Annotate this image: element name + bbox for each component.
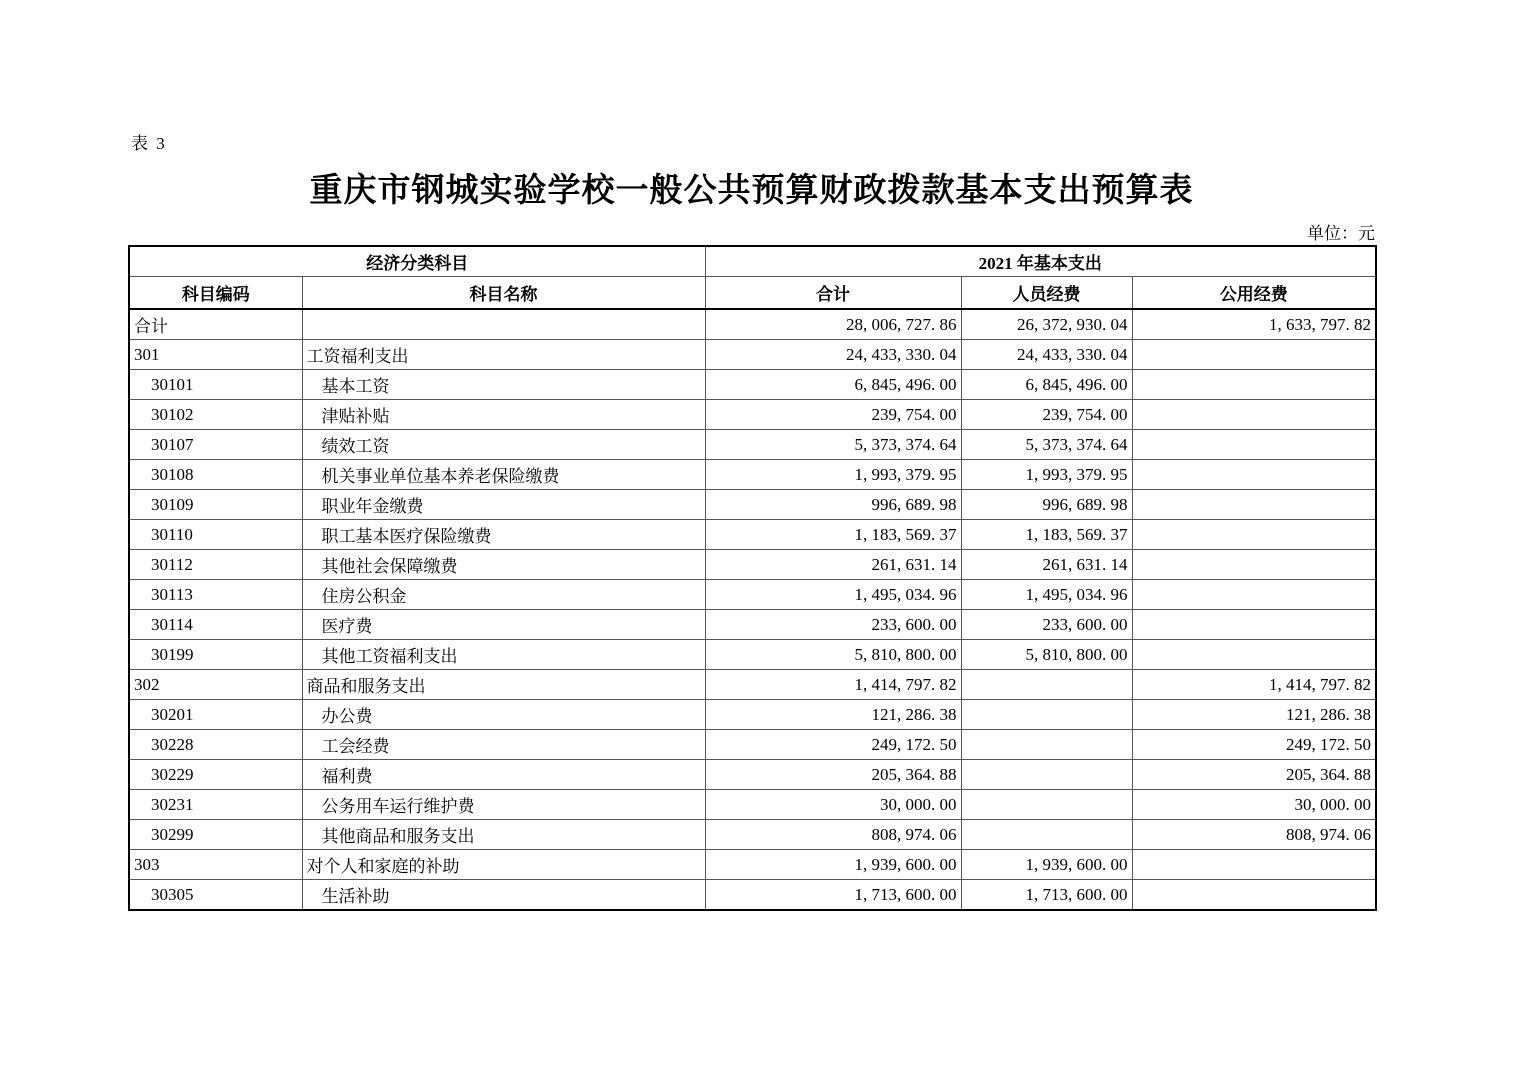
table-row [129, 880, 1376, 911]
header-2021-basic-expenditure: 2021 年基本支出 [705, 246, 1376, 277]
cell-public-expense: 808, 974. 06 [1132, 820, 1376, 850]
col-header-subject-name: 科目名称 [302, 277, 705, 310]
cell-subject-name [302, 309, 705, 340]
table-row [129, 730, 1376, 760]
cell-subject-code: 30305 [129, 880, 302, 911]
cell-subject-code: 合计 [129, 309, 302, 340]
cell-subject-name: 机关事业单位基本养老保险缴费 [302, 460, 705, 490]
cell-subject-name: 职业年金缴费 [302, 490, 705, 520]
table-row [129, 370, 1376, 400]
cell-subject-name: 津贴补贴 [302, 400, 705, 430]
table-row [129, 790, 1376, 820]
table-row [129, 760, 1376, 790]
cell-subject-name: 职工基本医疗保险缴费 [302, 520, 705, 550]
table-row [129, 460, 1376, 490]
table-row [129, 520, 1376, 550]
cell-personnel-expense: 1, 495, 034. 96 [961, 580, 1132, 610]
table-row [129, 850, 1376, 880]
table-row [129, 430, 1376, 460]
table-row [129, 670, 1376, 700]
cell-personnel-expense: 233, 600. 00 [961, 610, 1132, 640]
cell-subject-code: 30107 [129, 430, 302, 460]
cell-subject-name: 住房公积金 [302, 580, 705, 610]
cell-subject-code: 30113 [129, 580, 302, 610]
col-header-public-expense: 公用经费 [1132, 277, 1376, 310]
cell-subject-name: 福利费 [302, 760, 705, 790]
page-title: 重庆市钢城实验学校一般公共预算财政拨款基本支出预算表 [309, 173, 1194, 209]
cell-total-amount: 28, 006, 727. 86 [705, 309, 961, 340]
cell-public-expense [1132, 460, 1376, 490]
cell-personnel-expense: 239, 754. 00 [961, 400, 1132, 430]
cell-public-expense: 1, 414, 797. 82 [1132, 670, 1376, 700]
cell-personnel-expense [961, 700, 1132, 730]
cell-subject-name: 基本工资 [302, 370, 705, 400]
cell-personnel-expense [961, 820, 1132, 850]
cell-public-expense [1132, 490, 1376, 520]
table-row [129, 550, 1376, 580]
table-row [129, 700, 1376, 730]
cell-subject-code: 30201 [129, 700, 302, 730]
header-economic-classification: 经济分类科目 [129, 246, 705, 277]
cell-public-expense [1132, 430, 1376, 460]
cell-public-expense [1132, 580, 1376, 610]
cell-public-expense [1132, 550, 1376, 580]
cell-subject-code: 301 [129, 340, 302, 370]
cell-public-expense [1132, 880, 1376, 911]
table-row [129, 400, 1376, 430]
cell-personnel-expense [961, 760, 1132, 790]
cell-public-expense [1132, 400, 1376, 430]
cell-subject-code: 30199 [129, 640, 302, 670]
cell-subject-code: 30112 [129, 550, 302, 580]
table-number-label: 表 3 [131, 134, 167, 153]
cell-subject-name: 对个人和家庭的补助 [302, 850, 705, 880]
cell-public-expense: 205, 364. 88 [1132, 760, 1376, 790]
cell-personnel-expense: 5, 373, 374. 64 [961, 430, 1132, 460]
cell-subject-code: 30231 [129, 790, 302, 820]
cell-public-expense: 249, 172. 50 [1132, 730, 1376, 760]
cell-total-amount: 30, 000. 00 [705, 790, 961, 820]
cell-subject-code: 30108 [129, 460, 302, 490]
cell-public-expense: 1, 633, 797. 82 [1132, 309, 1376, 340]
cell-subject-code: 30114 [129, 610, 302, 640]
header-columns-row [129, 277, 1376, 310]
cell-total-amount: 1, 713, 600. 00 [705, 880, 961, 911]
cell-total-amount: 1, 495, 034. 96 [705, 580, 961, 610]
cell-total-amount: 808, 974. 06 [705, 820, 961, 850]
cell-subject-code: 30299 [129, 820, 302, 850]
cell-subject-name: 其他工资福利支出 [302, 640, 705, 670]
cell-total-amount: 5, 810, 800. 00 [705, 640, 961, 670]
cell-total-amount: 233, 600. 00 [705, 610, 961, 640]
cell-public-expense [1132, 520, 1376, 550]
table-row [129, 580, 1376, 610]
cell-total-amount: 1, 414, 797. 82 [705, 670, 961, 700]
cell-subject-code: 30229 [129, 760, 302, 790]
table-row [129, 820, 1376, 850]
cell-total-amount: 205, 364. 88 [705, 760, 961, 790]
cell-public-expense [1132, 850, 1376, 880]
cell-subject-name: 工资福利支出 [302, 340, 705, 370]
cell-subject-name: 公务用车运行维护费 [302, 790, 705, 820]
cell-public-expense [1132, 340, 1376, 370]
cell-public-expense [1132, 610, 1376, 640]
cell-personnel-expense [961, 670, 1132, 700]
table-row [129, 490, 1376, 520]
cell-subject-name: 办公费 [302, 700, 705, 730]
cell-total-amount: 261, 631. 14 [705, 550, 961, 580]
table-body [129, 309, 1376, 910]
table-row [129, 610, 1376, 640]
cell-total-amount: 249, 172. 50 [705, 730, 961, 760]
cell-personnel-expense: 996, 689. 98 [961, 490, 1132, 520]
cell-subject-name: 商品和服务支出 [302, 670, 705, 700]
cell-personnel-expense [961, 730, 1132, 760]
cell-subject-code: 30228 [129, 730, 302, 760]
cell-total-amount: 1, 939, 600. 00 [705, 850, 961, 880]
cell-personnel-expense: 5, 810, 800. 00 [961, 640, 1132, 670]
cell-personnel-expense: 1, 713, 600. 00 [961, 880, 1132, 911]
cell-subject-code: 30101 [129, 370, 302, 400]
cell-subject-name: 其他社会保障缴费 [302, 550, 705, 580]
cell-subject-name: 医疗费 [302, 610, 705, 640]
cell-personnel-expense [961, 790, 1132, 820]
cell-subject-code: 30110 [129, 520, 302, 550]
cell-personnel-expense: 6, 845, 496. 00 [961, 370, 1132, 400]
col-header-subject-code: 科目编码 [129, 277, 302, 310]
cell-personnel-expense: 1, 183, 569. 37 [961, 520, 1132, 550]
cell-personnel-expense: 26, 372, 930. 04 [961, 309, 1132, 340]
cell-total-amount: 24, 433, 330. 04 [705, 340, 961, 370]
cell-subject-name: 绩效工资 [302, 430, 705, 460]
cell-public-expense: 121, 286. 38 [1132, 700, 1376, 730]
cell-total-amount: 1, 993, 379. 95 [705, 460, 961, 490]
cell-subject-name: 工会经费 [302, 730, 705, 760]
cell-public-expense: 30, 000. 00 [1132, 790, 1376, 820]
cell-personnel-expense: 1, 993, 379. 95 [961, 460, 1132, 490]
cell-subject-code: 302 [129, 670, 302, 700]
cell-total-amount: 121, 286. 38 [705, 700, 961, 730]
header-group-row [129, 246, 1376, 277]
cell-subject-code: 30109 [129, 490, 302, 520]
cell-subject-code: 30102 [129, 400, 302, 430]
cell-subject-code: 303 [129, 850, 302, 880]
cell-personnel-expense: 261, 631. 14 [961, 550, 1132, 580]
cell-subject-name: 其他商品和服务支出 [302, 820, 705, 850]
table-header [129, 246, 1376, 309]
cell-total-amount: 996, 689. 98 [705, 490, 961, 520]
cell-personnel-expense: 1, 939, 600. 00 [961, 850, 1132, 880]
cell-personnel-expense: 24, 433, 330. 04 [961, 340, 1132, 370]
unit-note: 单位：元 [1307, 224, 1375, 243]
cell-total-amount: 239, 754. 00 [705, 400, 961, 430]
budget-table [128, 245, 1377, 911]
table-row-grand-total [129, 309, 1376, 340]
cell-total-amount: 5, 373, 374. 64 [705, 430, 961, 460]
table-row [129, 640, 1376, 670]
cell-subject-name: 生活补助 [302, 880, 705, 911]
cell-total-amount: 1, 183, 569. 37 [705, 520, 961, 550]
cell-public-expense [1132, 640, 1376, 670]
col-header-total: 合计 [705, 277, 961, 310]
cell-public-expense [1132, 370, 1376, 400]
cell-total-amount: 6, 845, 496. 00 [705, 370, 961, 400]
col-header-personnel-expense: 人员经费 [961, 277, 1132, 310]
table-row [129, 340, 1376, 370]
